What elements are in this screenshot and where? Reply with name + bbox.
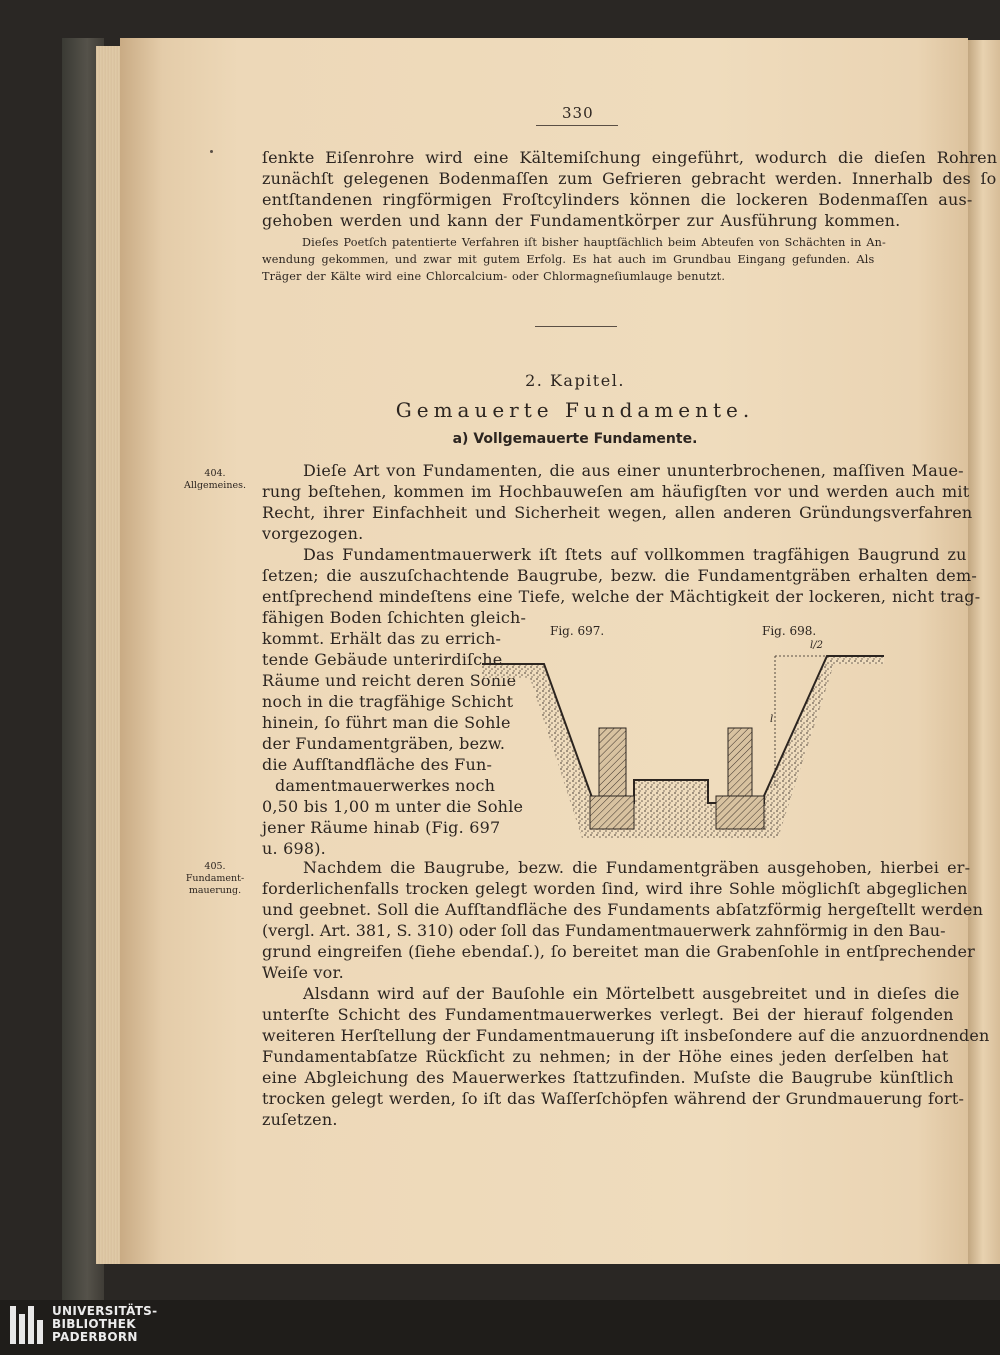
- text-line: zunächſt gelegenen Bodenmaſſen zum Gefrieren gebracht werden. Innerhalb des ſo: [262, 169, 997, 188]
- figure-label-697: Fig. 697.: [550, 624, 605, 638]
- footnote-line: Dieſes Poetſch patentierte Verfahren iſt bisher hauptſächlich beim Abteufen von Schächten in An-: [302, 236, 886, 249]
- text-line: weiteren Herſtellung der Fundamentmauerung iſt insbeſondere auf die anzuordnenden: [262, 1026, 990, 1045]
- page-number-rule: [536, 125, 618, 126]
- foundation-trench-figures: [482, 648, 892, 844]
- text-line: hinein, ſo führt man die Sohle: [262, 713, 511, 732]
- facing-page-edge: [966, 40, 1000, 1264]
- dimension-label-l: l: [770, 714, 774, 725]
- text-line: Recht, ihrer Einfachheit und Sicherheit wegen, allen anderen Gründungsverfahren: [262, 503, 973, 522]
- foundation-footing-698: [716, 796, 764, 829]
- section-rule: [535, 326, 617, 327]
- section-title: a) Vollgemauerte Fundamente.: [452, 431, 698, 447]
- margin-note-404: [170, 468, 260, 492]
- text-line: kommt. Erhält das zu errich-: [262, 629, 502, 648]
- library-logo-text: [52, 1305, 157, 1344]
- text-line: und geebnet. Soll die Aufſtandfläche des Fundaments abſatzförmig hergeſtellt werden: [262, 900, 984, 919]
- text-line: eine Abgleichung des Mauerwerkes ſtattzufinden. Muſste die Baugrube künſtlich: [262, 1068, 954, 1087]
- text-line: entſprechend mindeſtens eine Tiefe, welche der Mächtigkeit der lockeren, nicht trag-: [262, 587, 981, 606]
- text-line: die Aufſtandfläche des Fun-: [262, 755, 493, 774]
- text-line: (vergl. Art. 381, S. 310) oder ſoll das Fundamentmauerwerk zahnförmig in den Bau-: [262, 921, 946, 940]
- dimension-label-half: l/2: [810, 640, 823, 651]
- margin-note-number: 405.: [204, 861, 226, 872]
- chapter-number: 2. Kapitel.: [525, 371, 625, 390]
- margin-note-label: mauerung.: [188, 885, 242, 896]
- logo-line: BIBLIOTHEK: [52, 1317, 136, 1331]
- text-line: grund eingreifen (ſiehe ebendaſ.), ſo bereitet man die Grabenſohle in entſprechender: [262, 942, 975, 961]
- logo-line: UNIVERSITÄTS-: [52, 1304, 158, 1318]
- text-line: Dieſe Art von Fundamenten, die aus einer ununterbrochenen, maſſiven Maue-: [303, 461, 964, 480]
- text-line: ſenkte Eiſenrohre wird eine Kältemiſchung eingeführt, wodurch die dieſen Rohren: [262, 148, 998, 167]
- chapter-title: Gemauerte Fundamente.: [395, 398, 755, 422]
- logo-line: PADERBORN: [52, 1330, 138, 1344]
- foundation-wall-697: [599, 728, 626, 796]
- text-line: 0,50 bis 1,00 m unter die Sohle: [262, 797, 524, 816]
- text-line: gehoben werden und kann der Fundamentkörper zur Ausführung kommen.: [262, 211, 901, 230]
- margin-note-label: Fundament-: [185, 873, 245, 884]
- text-line: noch in die tragfähige Schicht: [262, 692, 514, 711]
- text-line: der Fundamentgräben, bezw.: [262, 734, 506, 753]
- text-line: jener Räume hinab (Fig. 697: [262, 818, 501, 837]
- text-line: entſtandenen ringförmigen Froſtcylinders können die lockeren Bodenmaſſen aus-: [262, 190, 973, 209]
- margin-note-label: Allgemeines.: [184, 480, 246, 491]
- text-line: damentmauerwerkes noch: [275, 776, 496, 795]
- text-line: Alsdann wird auf der Bauſohle ein Mörtelbett ausgebreitet und in dieſes die: [303, 984, 960, 1003]
- figure-label-698: Fig. 698.: [762, 624, 817, 638]
- soil-section: [482, 656, 884, 838]
- text-line: tende Gebäude unterirdiſche: [262, 650, 503, 669]
- page-number: 330: [562, 104, 594, 122]
- margin-note-number: 404.: [204, 468, 226, 479]
- foundation-footing-697: [590, 796, 634, 829]
- text-line: vorgezogen.: [262, 524, 364, 543]
- footnote-line: Träger der Kälte wird eine Chlorcalcium- oder Chlormagneſiumlauge benutzt.: [262, 270, 726, 283]
- text-line: zuſetzen.: [262, 1110, 338, 1129]
- text-line: trocken gelegt werden, ſo iſt das Waſſerſchöpfen während der Grundmauerung fort-: [262, 1089, 965, 1108]
- foundation-wall-698: [728, 728, 752, 796]
- speck: [210, 150, 213, 153]
- text-line: Räume und reicht deren Sohle: [262, 671, 517, 690]
- text-line: forderlichenfalls trocken gelegt worden ſind, wird ihre Sohle möglichſt abgeglichen: [262, 879, 968, 898]
- text-line: u. 698).: [262, 839, 326, 858]
- text-line: rung beſtehen, kommen im Hochbauweſen am häufigſten vor und werden auch mit: [262, 482, 970, 501]
- margin-note-405: [170, 861, 260, 897]
- text-line: fähigen Boden ſchichten gleich-: [262, 608, 527, 627]
- text-line: Fundamentabſatze Rückſicht zu nehmen; in der Höhe eines jeden derſelben hat: [262, 1047, 949, 1066]
- text-line: unterſte Schicht des Fundamentmauerwerkes verlegt. Bei der hierauf folgenden: [262, 1005, 954, 1024]
- text-line: Das Fundamentmauerwerk iſt ſtets auf vollkommen tragfähigen Baugrund zu: [303, 545, 967, 564]
- text-line: Nachdem die Baugrube, bezw. die Fundamentgräben ausgehoben, hierbei er-: [303, 858, 971, 877]
- footnote-line: wendung gekommen, und zwar mit gutem Erfolg. Es hat auch im Grundbau Eingang gefunden. Als: [262, 253, 875, 266]
- text-line: Weiſe vor.: [262, 963, 344, 982]
- text-line: ſetzen; die auszuſchachtende Baugrube, bezw. die Fundamentgräben erhalten dem-: [262, 566, 977, 585]
